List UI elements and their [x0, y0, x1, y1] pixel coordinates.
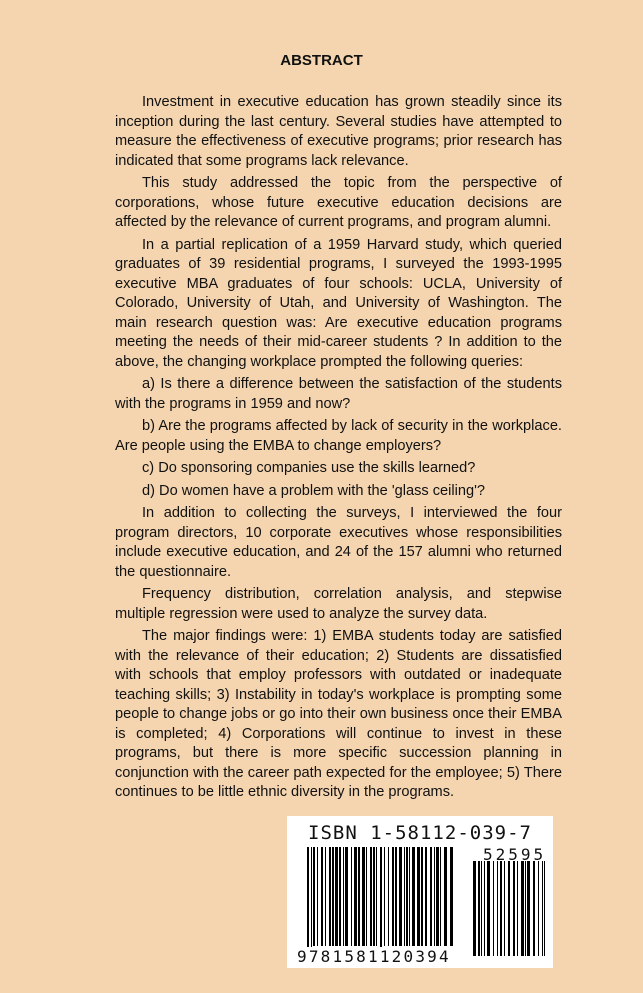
- barcode-bar: [500, 861, 502, 956]
- barcode-bar: [354, 847, 357, 946]
- barcode-bar: [384, 847, 385, 946]
- barcode-bar: [409, 847, 410, 946]
- barcode-bar: [406, 847, 408, 946]
- query-c: c) Do sponsoring companies use the skills learned?: [142, 460, 476, 476]
- isbn-text: ISBN 1-58112-039-7: [308, 822, 532, 844]
- barcode-bar: [440, 847, 441, 946]
- barcode-bar: [339, 847, 341, 946]
- barcode-bar: [497, 861, 498, 956]
- barcode-bar: [493, 861, 494, 956]
- paragraph: Frequency distribution, correlation analysis, and stepwise multiple regression were used to analyze the survey data.: [115, 586, 562, 622]
- barcode-bar: [434, 847, 435, 946]
- isbn-barcode: [287, 816, 553, 968]
- paragraph: The major findings were: 1) EMBA students today are satisfied with the relevance of their education; 2) Students are dissatisfied with schools that employ professors with outdated or inadequate teaching skills; 3) Instability in today's workplace is prompting some people to change jobs or go into their own business once their EMBA is completed; 4) Corporations will continue to invest in these programs, but there is more specific succession planning in conjunction with the career path expected for the employee; 5) There continues to be little ethnic diversity in the programs.: [115, 628, 562, 800]
- barcode-bar: [321, 847, 323, 946]
- barcode-bar: [538, 861, 539, 956]
- barcode-bar: [444, 847, 447, 946]
- barcode-bar: [392, 847, 394, 946]
- barcode-bar: [373, 847, 375, 946]
- barcode-bar: [366, 847, 367, 946]
- barcode-bar: [388, 847, 389, 946]
- ean-number: 9781581120394: [297, 947, 451, 966]
- paragraph: Investment in executive education has grown steadily since its inception during the last century. Several studies have attempted to measure the effectiveness of executive programs; prior research has indicated that some programs lack relevance.: [115, 94, 562, 169]
- barcode-bar: [525, 861, 526, 956]
- barcode-bar: [317, 847, 318, 946]
- barcode-bar: [325, 847, 326, 946]
- barcode-bar: [329, 847, 331, 946]
- barcode-bar: [504, 861, 505, 956]
- barcode-bar: [376, 847, 377, 946]
- barcode-bar: [487, 861, 490, 956]
- barcode-bar: [395, 847, 397, 946]
- paragraph: In a partial replication of a 1959 Harvard study, which queried graduates of 39 residential programs, I surveyed the 1993-1995 executive MBA graduates of four schools: UCLA, University of Colorado, University of Utah, and University of Washington. The main research question was: Are executive education programs meeting the needs of their mid-career students ? In addition to the above, the changing workplace prompted the following queries:: [115, 236, 562, 370]
- query-b: b) Are the programs affected by lack of security in the workplace. Are people using the EMBA to change employers?: [115, 418, 562, 454]
- barcode-bar: [421, 847, 423, 946]
- price-code: 52595: [483, 845, 547, 864]
- paragraph: In addition to collecting the surveys, I interviewed the four program directors, 10 corporate executives whose responsibilities include executive education, and 24 of the 157 alumni who returned the questionnaire.: [115, 505, 562, 580]
- barcode-bar: [399, 847, 402, 946]
- barcode-bar: [332, 847, 334, 946]
- barcode-bar: [513, 861, 515, 956]
- barcode-bar: [527, 861, 530, 956]
- barcode-bar: [430, 847, 432, 946]
- barcode-bar: [484, 861, 485, 956]
- barcode-bar: [425, 847, 427, 946]
- paragraph: This study addressed the topic from the perspective of corporations, whose future executive education decisions are affected by the relevance of current programs, and program alumni.: [115, 175, 562, 230]
- abstract-title: ABSTRACT: [280, 52, 363, 69]
- barcode-bar: [473, 861, 476, 956]
- barcode-bar: [404, 847, 405, 946]
- barcode-bar: [417, 847, 420, 946]
- query-a: a) Is there a difference between the satisfaction of the students with the programs in 1959 and now?: [115, 376, 562, 412]
- barcode-bar: [335, 847, 338, 946]
- barcode-bar: [370, 847, 372, 946]
- abstract-body: [115, 93, 562, 806]
- barcode-bar: [345, 847, 348, 946]
- barcode-bar: [450, 847, 453, 946]
- barcode-bar: [508, 861, 510, 956]
- barcode-bar: [436, 847, 439, 946]
- query-d: d) Do women have a problem with the 'glass ceiling'?: [142, 482, 486, 499]
- barcode-bar: [481, 861, 482, 956]
- barcode-bar: [343, 847, 344, 946]
- barcode-bar: [533, 861, 535, 956]
- barcode-bar: [542, 861, 543, 956]
- barcode-bar: [362, 847, 365, 946]
- barcode-bar: [412, 847, 415, 946]
- barcode-bar: [478, 861, 480, 956]
- barcode-bar: [358, 847, 360, 946]
- barcode-bar: [544, 861, 545, 956]
- barcode-bar: [351, 847, 352, 946]
- barcode-bar: [517, 861, 518, 956]
- barcode-bar: [521, 861, 524, 956]
- barcode-bar: [313, 847, 315, 946]
